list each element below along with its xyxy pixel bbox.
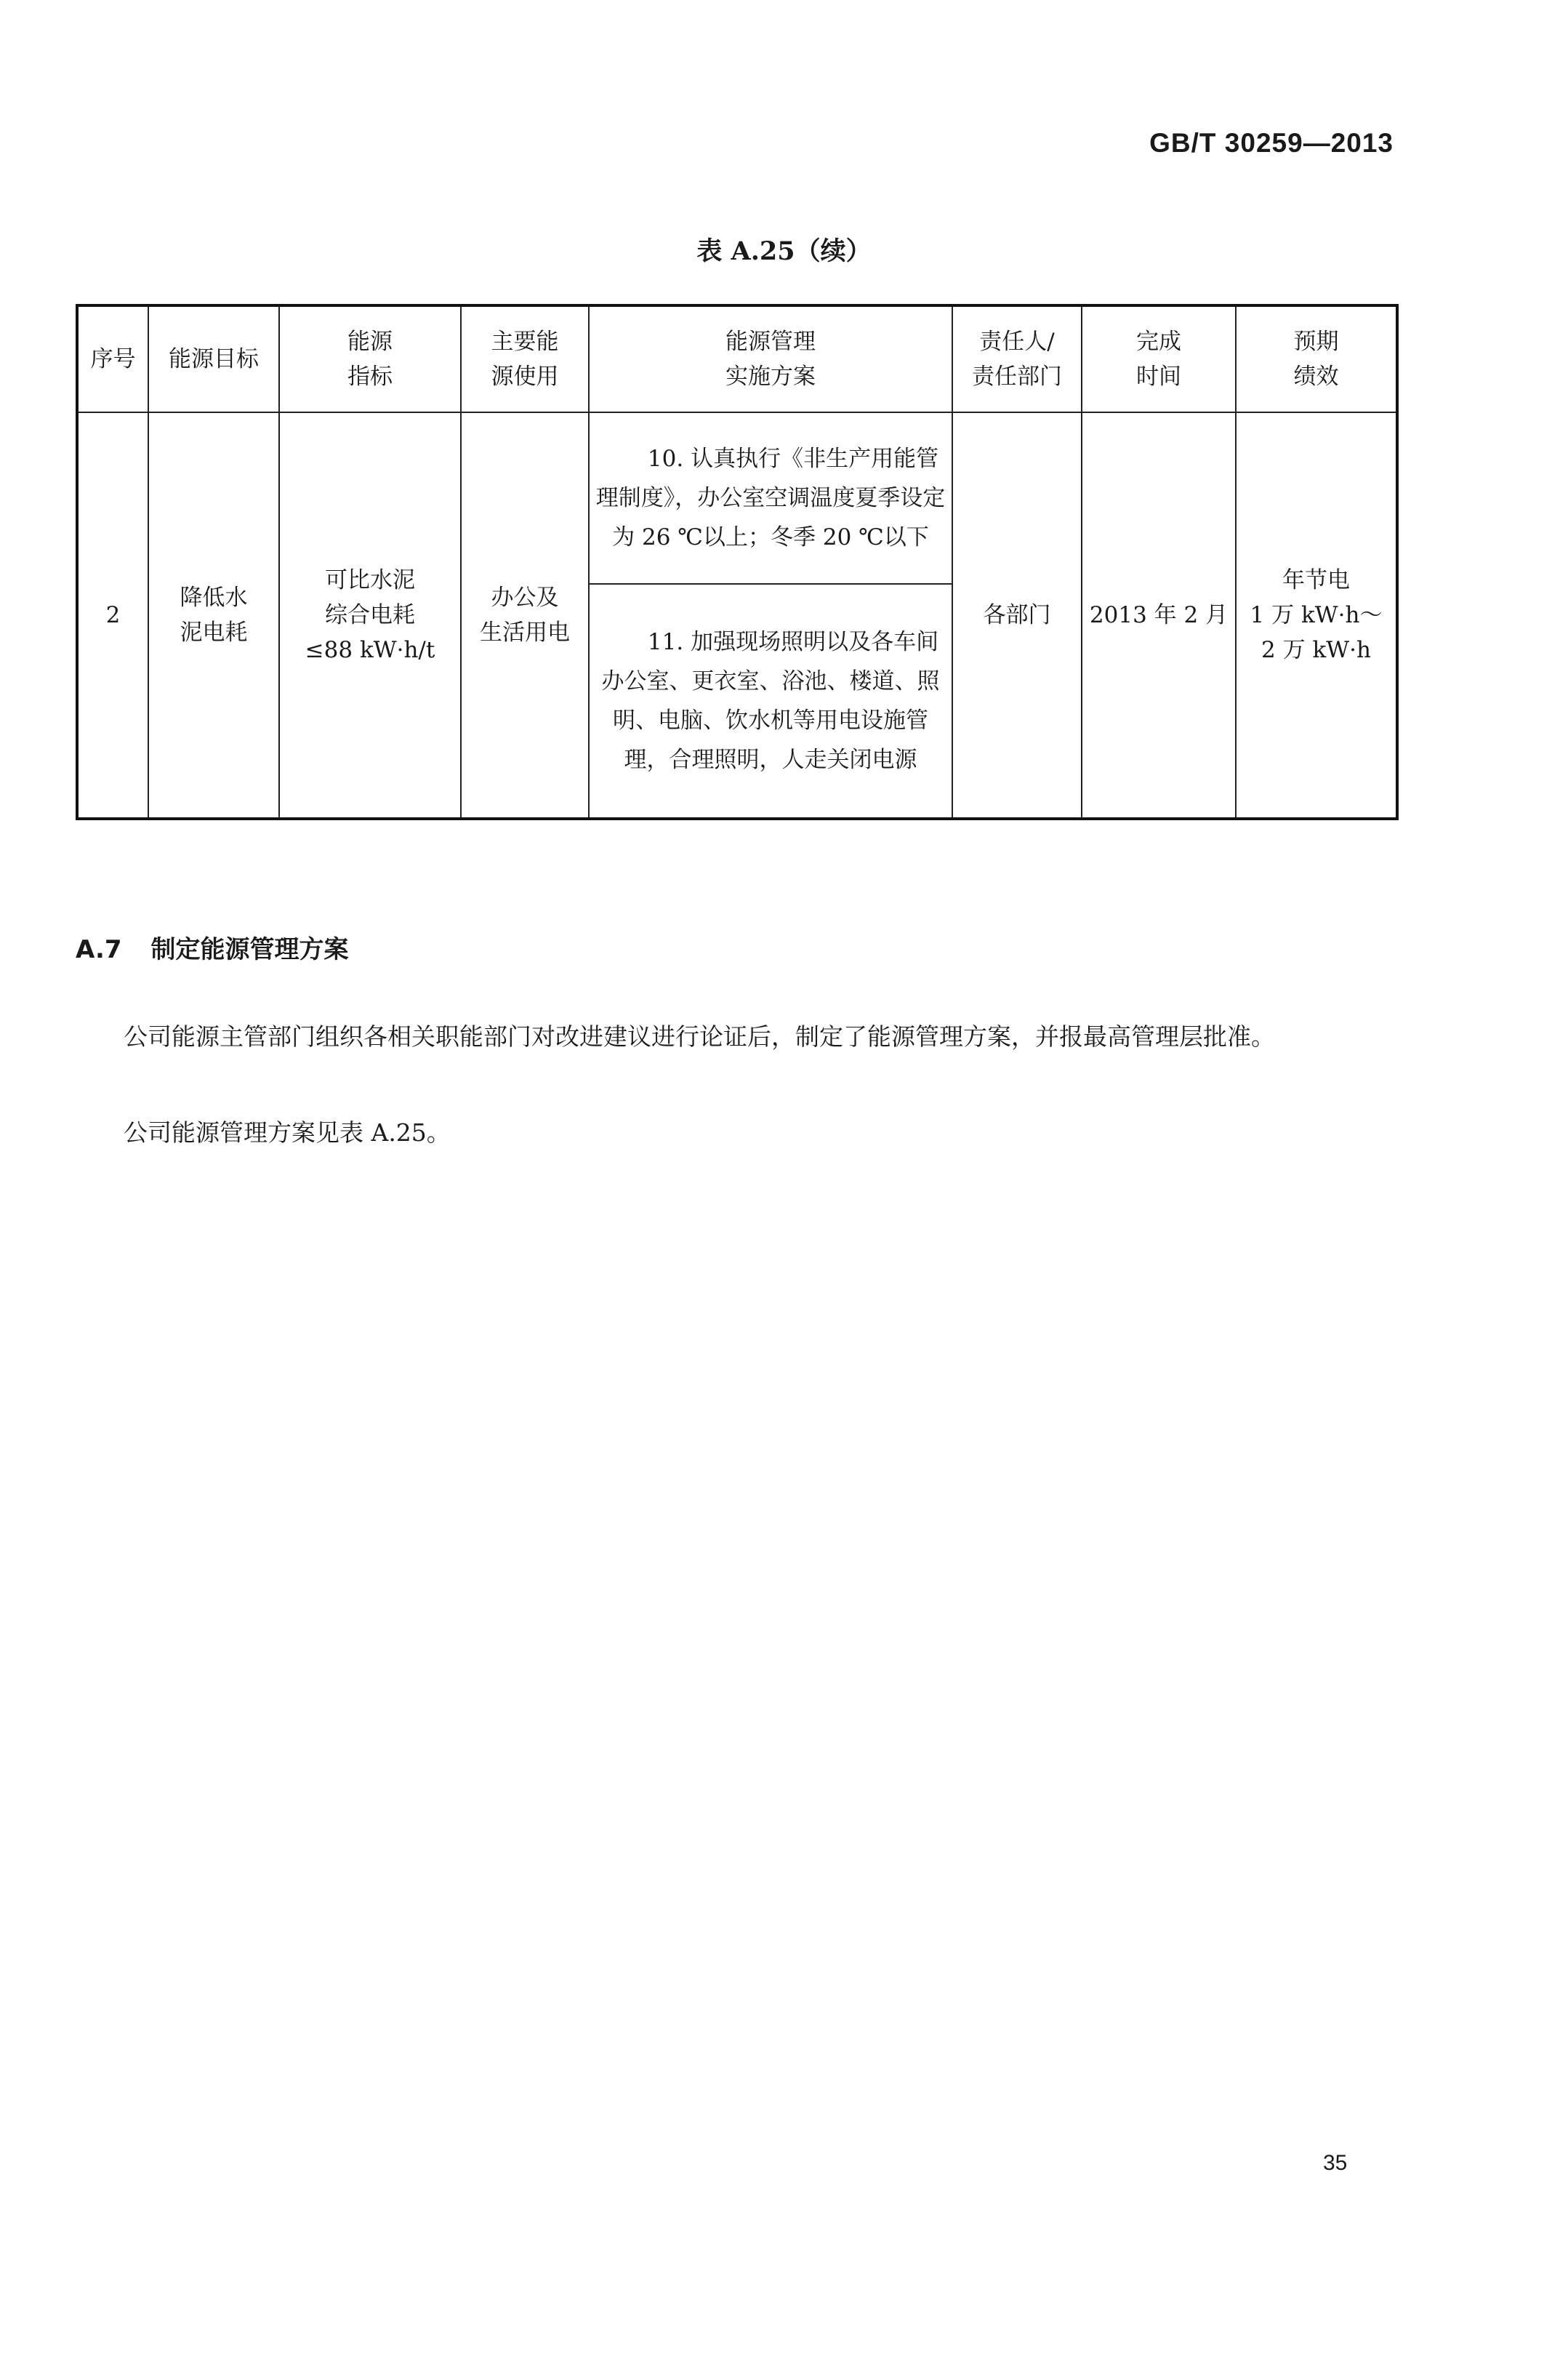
standard-code: GB/T 30259—2013 (1149, 128, 1394, 158)
col-header-completion: 完成 时间 (1082, 305, 1236, 412)
energy-plan-table (76, 304, 1399, 820)
cell-indicator: 可比水泥 综合电耗 ≤88 kW·h/t (279, 412, 461, 819)
cell-main-use: 办公及 生活用电 (461, 412, 589, 819)
page-number: 35 (1323, 2151, 1348, 2175)
col-header-main-use: 主要能 源使用 (461, 305, 589, 412)
col-header-target: 能源目标 (148, 305, 279, 412)
table-row (77, 412, 1397, 584)
table-header-row (77, 305, 1397, 412)
cell-department: 各部门 (952, 412, 1082, 819)
cell-target: 降低水 泥电耗 (148, 412, 279, 819)
cell-performance: 年节电 1 万 kW·h～ 2 万 kW·h (1236, 412, 1397, 819)
col-header-plan: 能源管理 实施方案 (589, 305, 952, 412)
col-header-performance: 预期 绩效 (1236, 305, 1397, 412)
col-header-responsible: 责任人/ 责任部门 (952, 305, 1082, 412)
paragraph: 公司能源管理方案见表 A.25。 (124, 1118, 451, 1147)
cell-seq: 2 (77, 412, 148, 819)
section-title: 制定能源管理方案 (150, 935, 349, 964)
paragraph: 公司能源主管部门组织各相关职能部门对改进建议进行论证后，制定了能源管理方案，并报最高管理层批准。 (124, 1022, 1275, 1051)
cell-completion: 2013 年 2 月 (1082, 412, 1236, 819)
section-heading (76, 929, 349, 965)
cell-measure-10: 10. 认真执行《非生产用能管理制度》，办公室空调温度夏季设定为 26 ℃以上；冬季 20 ℃以下 (589, 412, 952, 584)
col-header-indicator: 能源 指标 (279, 305, 461, 412)
col-header-seq: 序号 (77, 305, 148, 412)
cell-measure-11: 11. 加强现场照明以及各车间办公室、更衣室、浴池、楼道、照明、电脑、饮水机等用电设施管理，合理照明，人走关闭电源 (589, 584, 952, 819)
section-number: A.7 (76, 935, 122, 964)
table-title: 表 A.25（续） (696, 236, 872, 266)
